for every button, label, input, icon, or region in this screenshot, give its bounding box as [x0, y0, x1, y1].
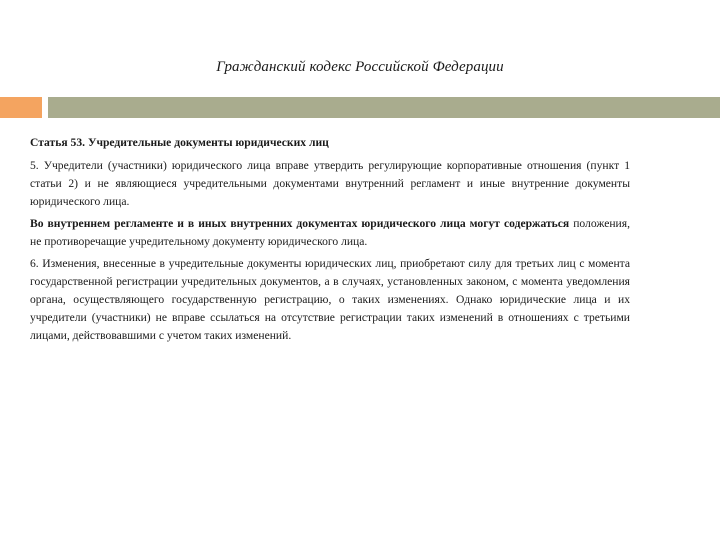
accent-bar-olive: [48, 97, 720, 118]
paragraph-internal-docs-rest: положения, не противоречащие учредительному документу юридического лица.: [30, 217, 630, 248]
slide-title: Гражданский кодекс Российской Федерации: [216, 59, 504, 75]
article-heading: Статья 53. Учредительные документы юридических лиц: [30, 136, 329, 149]
paragraph-internal-docs: [30, 215, 630, 251]
slide-body: [30, 134, 630, 349]
paragraph-5: 5. Учредители (участники) юридического лица вправе утвердить регулирующие корпоративные отношения (пункт 1 статьи 2) и не являющиеся учредительными документами внутренний регламент и иные внутренние документы юридического лица.: [30, 159, 630, 208]
paragraph-internal-docs-bold: Во внутреннем регламенте и в иных внутренних документах юридического лица могут содержаться: [30, 217, 570, 230]
paragraph-6: 6. Изменения, внесенные в учредительные документы юридических лиц, приобретают силу для третьих лиц с момента государственной регистрации учредительных документов, а в случаях, установленных законом, с момента уведомления органа, осуществляющего государственную регистрацию, о таких изменениях. Однако юридические лица и их учредители (участники) не вправе ссылаться на отсутствие регистрации таких изменений в отношениях с третьими лицами, действовавшими с учетом таких изменений.: [30, 257, 630, 342]
accent-bar-orange: [0, 97, 42, 118]
